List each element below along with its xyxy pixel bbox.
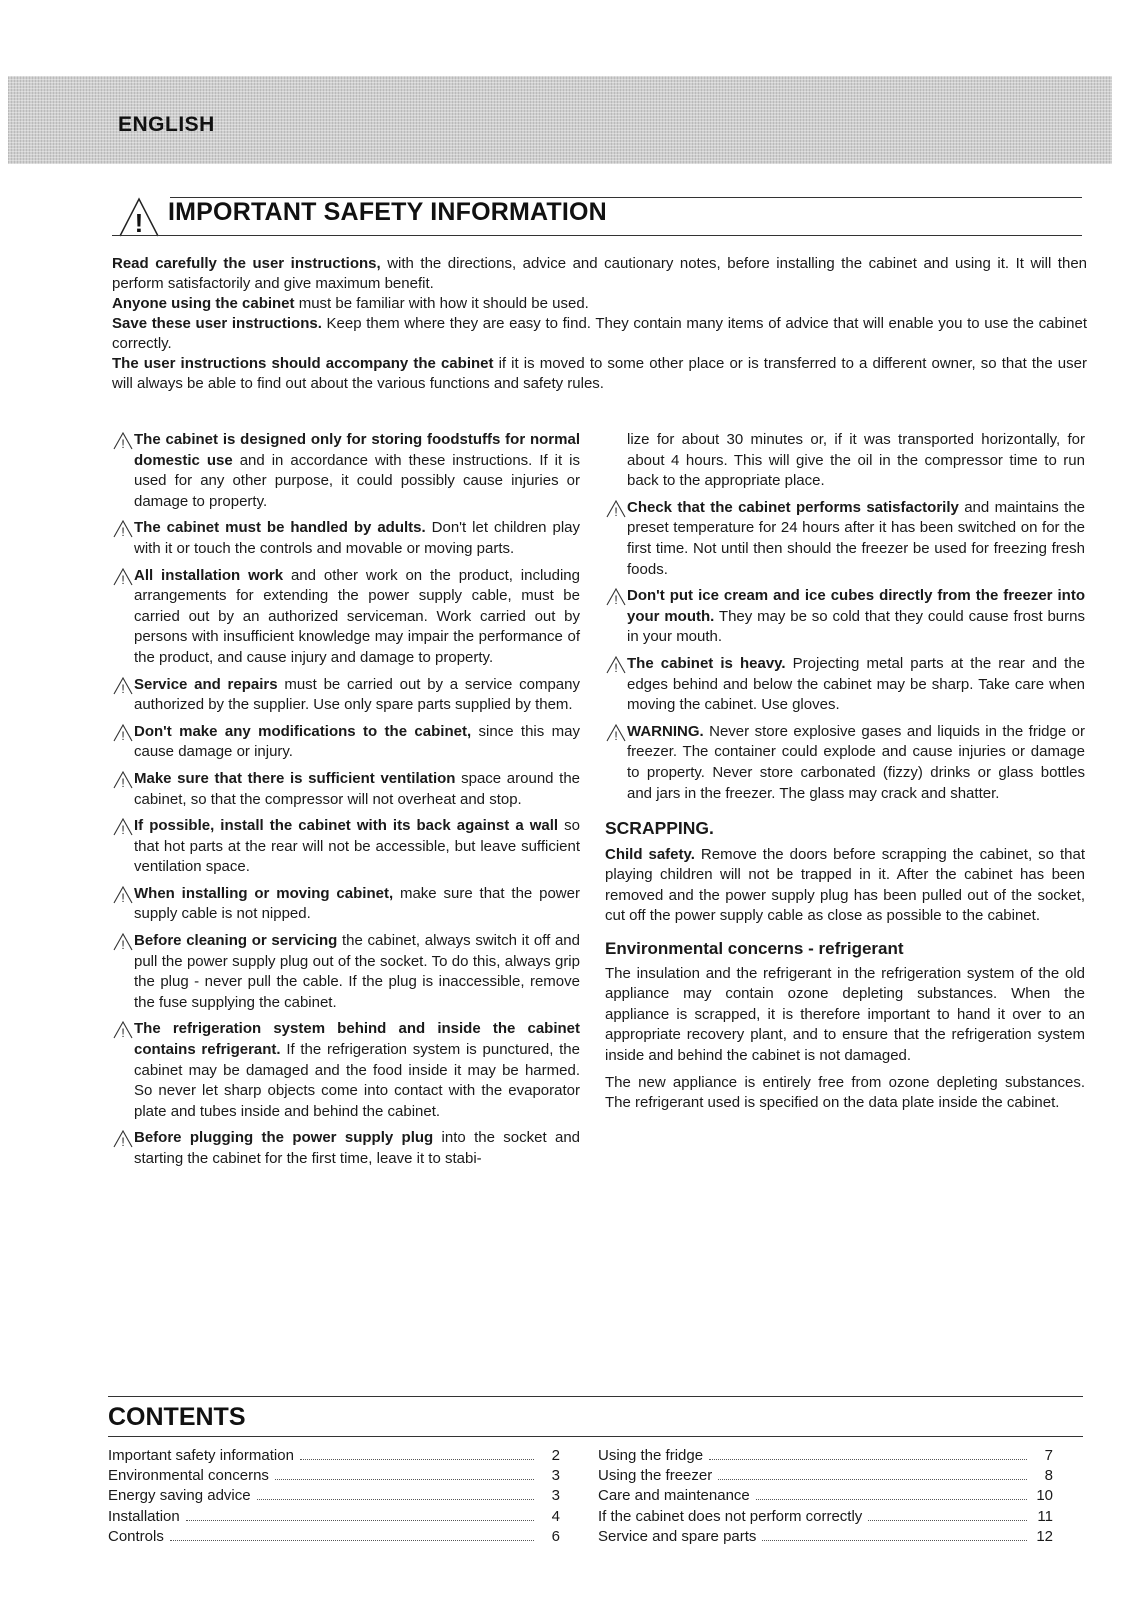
warning-triangle-icon [112,519,134,539]
svg-text:!: ! [134,208,144,238]
safety-item [605,654,1085,716]
safety-item [112,1128,580,1169]
environment-heading: Environmental concerns - refrigerant [605,939,904,959]
safety-item [112,675,580,716]
toc-entry[interactable]: Using the freezer 8 [598,1467,1053,1485]
safety-item [605,722,1085,804]
safety-item [112,769,580,810]
warning-triangle-icon [605,723,627,743]
safety-item-text: WARNING. Never store explosive gases and liquids in the fridge or freezer. The container could explode and cause injuries or damage to property. Never store carbonated (fizzy) drinks or glass bottles and jars in the freezer. The glass may crack and shatter. [627,722,1085,802]
intro-paragraph: The user instructions should accompany the cabinet if it is moved to some other place or is transferred to a different owner, so that the user will always be able to find out about the various functions and safety rules. [112,355,1087,392]
safety-item-text: The cabinet must be handled by adults. Don't let children play with it or touch the controls and movable or moving parts. [134,519,580,557]
language-label: ENGLISH [118,113,215,136]
svg-text:!: ! [121,890,125,905]
warning-triangle-icon [112,817,134,837]
toc-entry[interactable]: Care and maintenance 10 [598,1487,1053,1505]
warning-triangle-icon [112,885,134,905]
intro-paragraph: Read carefully the user instructions, with the directions, advice and cautionary notes, before installing the cabinet and using it. It will then perform satisfactorily and give maximum benefit. [112,255,1087,292]
safety-item [112,1019,580,1122]
warning-triangle-icon [112,723,134,743]
toc-entry[interactable]: Service and spare parts 12 [598,1527,1053,1545]
toc-entry[interactable]: Using the fridge 7 [598,1447,1053,1464]
warning-triangle-icon [112,567,134,587]
safety-item [112,518,580,559]
toc-entry[interactable]: Installation 4 [108,1507,560,1525]
svg-text:!: ! [121,437,125,451]
svg-text:!: ! [614,593,618,608]
toc-entry[interactable]: Important safety information 2 [108,1447,560,1464]
safety-item-text: Before plugging the power supply plug into the socket and starting the cabinet for the first time, leave it to stabi- [134,1129,581,1167]
svg-text:!: ! [121,728,125,743]
safety-item-text: Before cleaning or servicing the cabinet, always switch it off and pull the power supply plug out of the socket. To do this, always grip the plug - never pull the cable. If the plug is inaccessible, remove the fuse supplying the cabinet. [134,932,580,1011]
safety-item [112,566,580,669]
warning-triangle-icon [112,1020,134,1040]
right-column [605,430,1085,1120]
continued-text: lize for about 30 minutes or, if it was transported horizontally, for about 4 hours. This will give the oil in the compressor time to run back to the appropriate place. [627,431,1085,490]
safety-item-text: Make sure that there is sufficient ventilation space around the cabinet, so that the compressor will not overheat and stop. [134,769,580,808]
toc-entry[interactable]: Energy saving advice 3 [108,1487,560,1505]
safety-item [112,430,580,512]
safety-item-text: The cabinet is heavy. Projecting metal parts at the rear and the edges behind and below the cabinet may be sharp. Take care when moving the cabinet. Use gloves. [627,654,1086,714]
svg-text:!: ! [121,823,125,838]
toc-right-column [598,1446,1053,1547]
safety-item-text: When installing or moving cabinet, make sure that the power supply cable is not nipped. [134,884,580,923]
scrapping-text: Child safety. Remove the doors before scrapping the cabinet, so that playing children will not be trapped in it. After the cabinet has been removed and the power supply plug has been pulled out of the socket, cut off the power supply cable as close as possible to the cabinet. [605,845,1086,925]
warning-triangle-icon [605,499,627,519]
safety-item [112,722,580,763]
environment-paragraph: The new appliance is entirely free from ozone depleting substances. The refrigerant used is specified on the data plate inside the cabinet. [605,1073,1085,1112]
svg-text:!: ! [121,775,125,790]
contents-rule-bottom [108,1436,1083,1437]
safety-item-text: The refrigeration system behind and inside the cabinet contains refrigerant. If the refrigeration system is punctured, the cabinet may be damaged and the food inside it may be harmed. So never let sharp objects come into contact with the evaporator plate and tubes inside and behind the cabinet. [134,1020,580,1120]
warning-triangle-icon [116,196,162,238]
title-rule-bottom [112,235,1082,236]
contents-title: CONTENTS [108,1403,246,1431]
svg-text:!: ! [121,681,125,696]
warning-triangle-icon [112,932,134,952]
safety-item-text: All installation work and other work on the product, including arrangements for extending the power supply cable, must be carried out by an authorized serviceman. Work carried out by persons with insufficient knowledge may impair the performance of the product, and cause injury and damage to property. [134,566,580,666]
warning-triangle-icon [112,1129,134,1149]
safety-item [112,884,580,925]
safety-item [605,586,1085,648]
left-column [112,430,580,1176]
safety-item-text: Check that the cabinet performs satisfactorily and maintains the preset temperature for 24 hours after it has been switched on for the first time. Not until then should the freezer be used for freezing fresh foods. [627,498,1085,578]
warning-triangle-icon [605,587,627,607]
toc-entry[interactable]: Controls 6 [108,1527,560,1545]
safety-item [605,498,1085,580]
safety-item-text: The cabinet is designed only for storing foodstuffs for normal domestic use and in accordance with these instructions. If it is used for any other purpose, it could possibly cause injuries or damage to property. [134,431,580,510]
svg-text:!: ! [614,660,618,675]
safety-item [112,816,580,878]
safety-item-text: Don't make any modifications to the cabinet, since this may cause damage or injury. [134,722,580,761]
intro-paragraph: Anyone using the cabinet must be familiar with how it should be used. [112,295,589,312]
safety-item-text: Service and repairs must be carried out by a service company authorized by the supplier. Use only spare parts supplied by them. [134,675,580,714]
svg-text:!: ! [121,1026,125,1041]
page-title: IMPORTANT SAFETY INFORMATION [168,198,607,226]
scrapping-heading: SCRAPPING. [605,818,714,839]
warning-triangle-icon [605,655,627,675]
warning-triangle-icon [112,770,134,790]
warning-triangle-icon [112,431,134,451]
svg-text:!: ! [121,572,125,587]
intro-paragraph: Save these user instructions. Keep them where they are easy to find. They contain many items of advice that will enable you to use the cabinet correctly. [112,315,1087,352]
svg-text:!: ! [614,728,618,743]
safety-item-text: Don't put ice cream and ice cubes directly from the freezer into your mouth. They may be so cold that they could cause frost burns in your mouth. [627,587,1085,646]
toc-left-column [108,1446,560,1547]
toc-entry[interactable]: Environmental concerns 3 [108,1467,560,1485]
contents-rule-top [108,1396,1083,1397]
environment-paragraph: The insulation and the refrigerant in the refrigeration system of the old appliance may contain ozone depleting substances. When the appliance is scrapped, it is therefore important to hand it over to an appropriate recovery plant, and to ensure that the refrigeration system inside and behind the cabinet is not damaged. [605,964,1085,1065]
svg-text:!: ! [614,504,618,519]
svg-text:!: ! [121,938,125,953]
intro-section [112,254,1087,394]
safety-item [112,931,580,1013]
toc-entry[interactable]: If the cabinet does not perform correctly 11 [598,1507,1053,1525]
svg-text:!: ! [121,1135,125,1150]
svg-text:!: ! [121,525,125,540]
safety-item-text: If possible, install the cabinet with its back against a wall so that hot parts at the rear will not be accessible, but leave sufficient ventilation space. [134,817,581,876]
warning-triangle-icon [112,676,134,696]
